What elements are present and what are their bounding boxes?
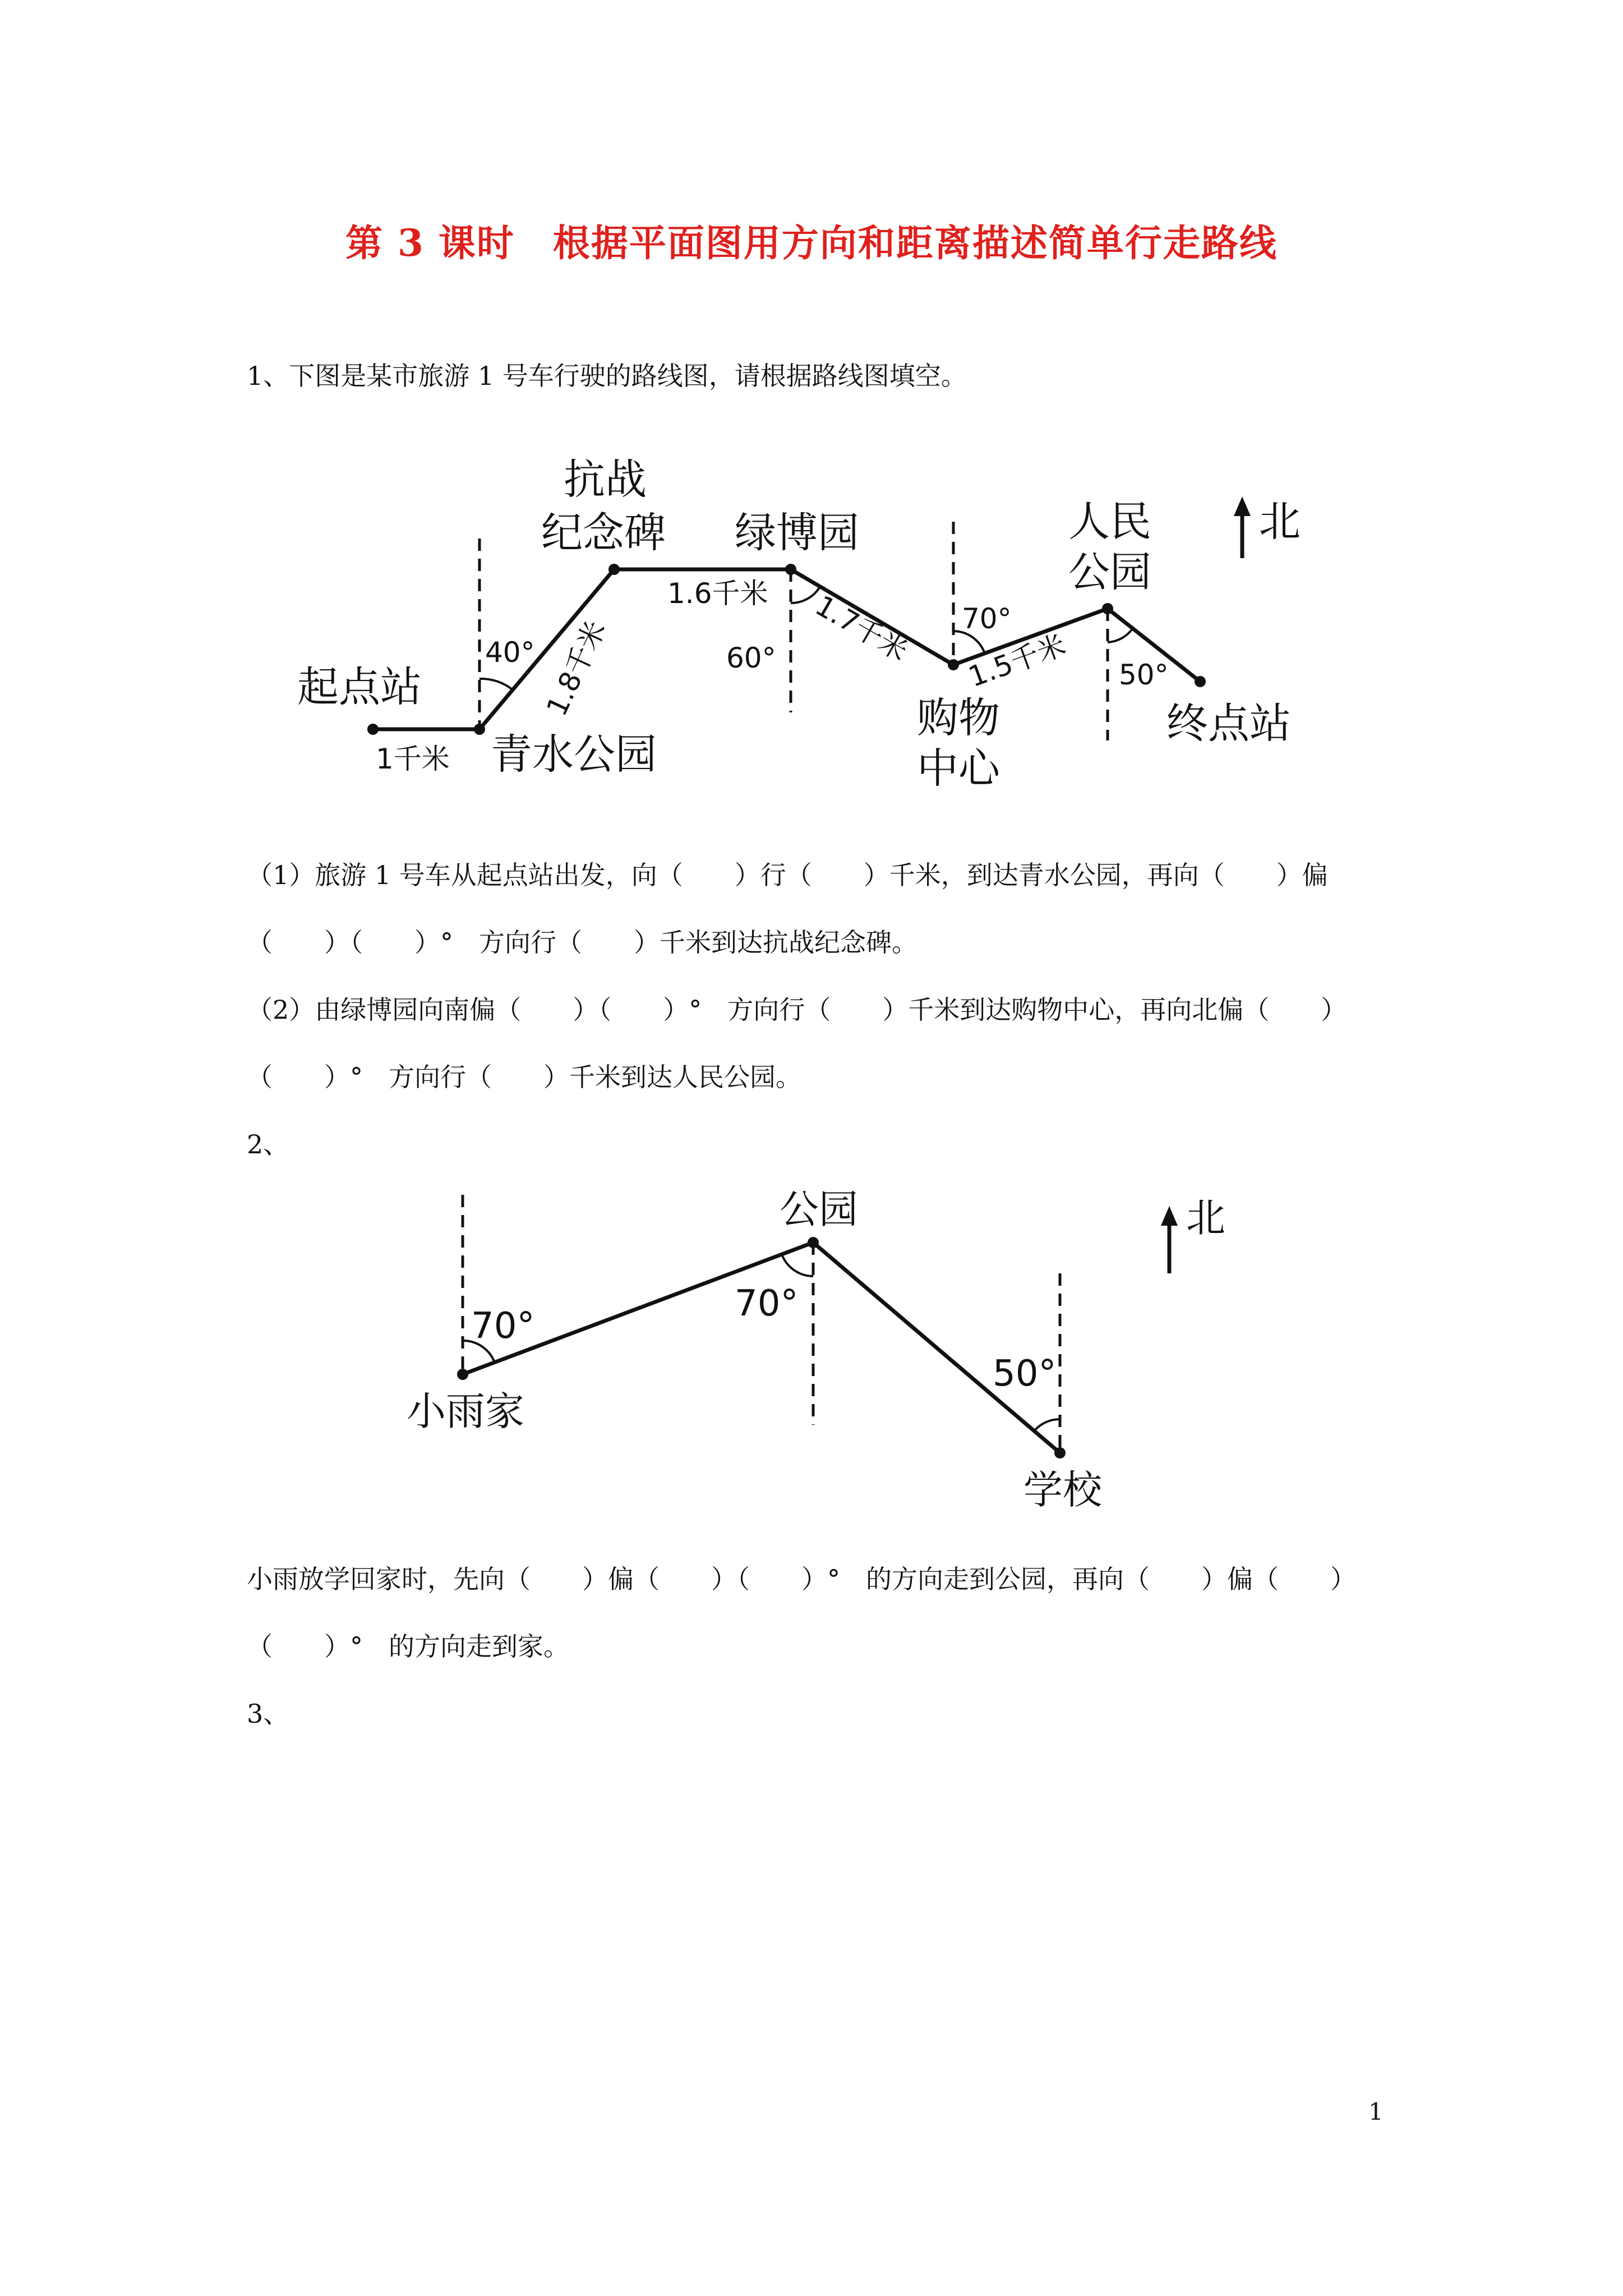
label-gouwu-2: 中心 [917,744,1000,793]
label-lvbo: 绿博园 [735,509,859,557]
north-arrow-icon [1161,1206,1178,1226]
stop-lvbo-point [785,564,796,575]
label-qingshui: 青水公园 [491,730,657,779]
q1-part1-line1: （1）旅游 1 号车从起点站出发，向（ ）行（ ）千米，到达青水公园，再向（ ）偏 [247,860,1328,890]
stop-end-point [1195,676,1206,687]
label-kangzhan-2: 纪念碑 [541,509,666,557]
q1-part1-line2: （ ）（ ）° 方向行（ ）千米到达抗战纪念碑。 [247,927,917,958]
label-north-2: 北 [1186,1195,1225,1241]
stop-kangzhan-point [608,564,620,575]
label-kangzhan-1: 抗战 [564,455,647,504]
distance-4: 1.7千米 [810,589,914,668]
home-point [457,1369,468,1380]
label-start: 起点站 [297,663,422,711]
stop-qingshui-point [474,724,485,735]
distance-5: 1.5千米 [964,628,1070,694]
q2-line2: （ ）° 的方向走到家。 [247,1631,569,1662]
q2-line1: 小雨放学回家时，先向（ ）偏（ ）（ ）° 的方向走到公园，再向（ ）偏（ ） [247,1564,1356,1594]
label-gouwu-1: 购物 [917,694,1000,742]
label-north-1: 北 [1259,498,1301,546]
label-end: 终点站 [1166,700,1291,748]
q1-part2-line1: （2）由绿博园向南偏（ ）（ ）° 方向行（ ）千米到达购物中心，再向北偏（ ） [247,995,1347,1025]
angle-school-50: 50° [993,1353,1057,1395]
page-number: 1 [1368,2098,1384,2125]
distance-3: 1.6千米 [667,577,768,610]
stop-renmin-point [1102,603,1113,614]
angle-home-70: 70° [471,1305,535,1347]
question-1-intro: 1、下图是某市旅游 1 号车行驶的路线图，请根据路线图填空。 [247,361,967,391]
angle-40: 40° [485,636,535,669]
label-renmin-2: 公园 [1068,548,1151,596]
stop-start-point [367,724,379,735]
angle-70: 70° [962,602,1012,635]
label-renmin-1: 人民 [1068,498,1151,546]
distance-2: 1.8千米 [540,615,612,721]
school-point [1054,1447,1066,1458]
question-2-number: 2、 [247,1129,289,1159]
angle-park-70: 70° [735,1283,799,1324]
question-3-number: 3、 [247,1699,289,1729]
angle-60: 60° [726,642,776,674]
north-arrow-icon [1234,496,1251,516]
q1-part2-line2: （ ）° 方向行（ ）千米到达人民公园。 [247,1062,801,1092]
park-point [808,1237,819,1248]
page-title: 第 3 课时 根据平面图用方向和距离描述简单行走路线 [345,221,1278,265]
angle-50: 50° [1119,659,1169,691]
label-park: 公园 [780,1186,858,1232]
label-school: 学校 [1023,1467,1102,1513]
distance-1: 1千米 [376,743,450,775]
label-home: 小雨家 [407,1388,524,1434]
stop-gouwu-point [948,659,959,670]
